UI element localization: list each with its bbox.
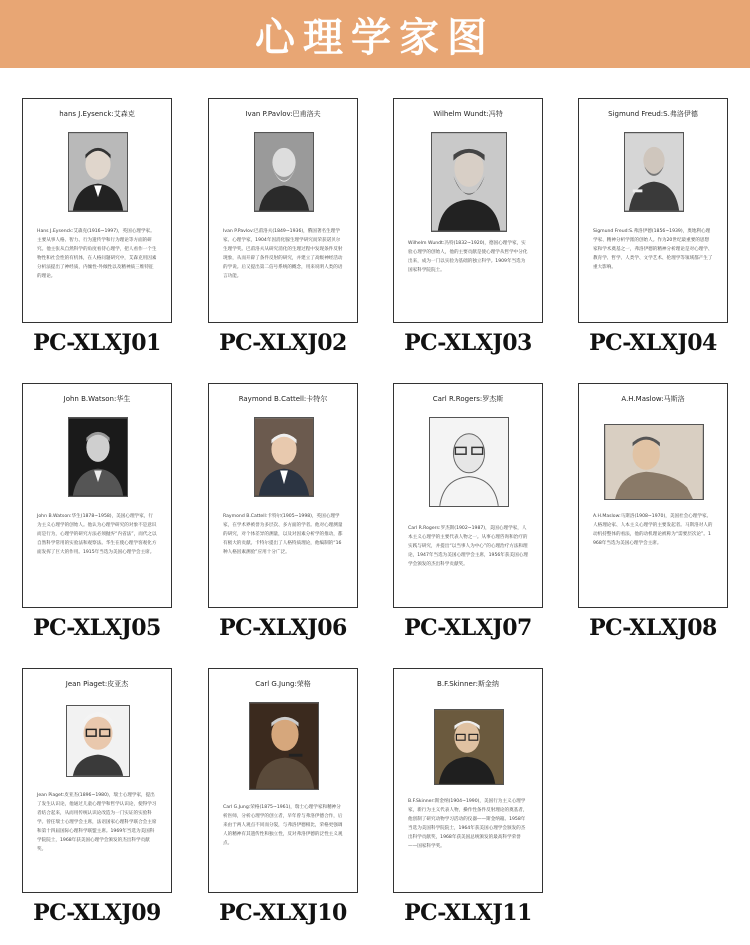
card-title: Jean Piaget:皮亚杰	[65, 680, 129, 688]
portrait-photo	[68, 417, 128, 497]
card-bio: John B.Watson:华生(1878~1958)，美国心理学家，行为主义心理学的创始人。他认为心理学研究的对象不是意识而是行为，心理学的研究方法必须抛弃“内省法”，而代之以自然科学常用的实验法和观察法。华生在使心理学客观化方面发挥了巨大的作用。1915年当选为美国心理学会主席。	[37, 514, 157, 555]
card-title: Wilhelm Wundt:冯特	[433, 110, 503, 118]
psychologist-card[interactable]	[208, 668, 358, 893]
card-title: hans J.Eysenck:艾森克	[59, 110, 135, 118]
portrait-photo	[624, 132, 684, 212]
card-title: Carl G.Jung:荣格	[255, 680, 311, 688]
card-title: Sigmund Freud:S.弗洛伊德	[608, 110, 698, 118]
card-bio: B.F.Skinner:斯金纳(1904~1990)，美国行为主义心理学家，新行为主义代表人物，操作性条件反射理论的奠基者，他创制了研究动物学习活动的仪器——斯金纳箱。1958年当选为美国科学院院士，1964年获美国心理学会颁发的杰出科学贡献奖，1968年获美国总统颁发的最高科学荣誉——国家科学奖。	[408, 799, 528, 849]
card-bio: Ivan P.Pavlov:巴甫洛夫(1849~1936)，俄国著名生理学家、心理学家，1904年因消化腺生理学研究而荣获诺贝尔生理学奖。巴甫洛夫从研究消化的生理过程中发现条件反射现象，从而开辟了条件反射的研究，并建立了高级神经活动的学说。后又提出第二信号系统的概念，用来说明人类的语言功能。	[223, 229, 343, 279]
card-title: Raymond B.Cattell:卡特尔	[238, 395, 328, 403]
psychologist-card[interactable]	[208, 383, 358, 608]
psychologist-card[interactable]	[578, 98, 728, 323]
card-title: Ivan P.Pavlov:巴甫洛夫	[245, 110, 321, 118]
card-bio: Hans J.Eysenck:艾森克(1916~1997)，英国心理学家。主要从事人格、智力、行为遗传学和行为理论等方面的研究。他主张从自然科学的角度看待心理学，把人看作一个生物性和社会性的有机体，在人格问题研究中，艾森克用因素分析法提出了神经质，内倾性-外倾性以及精神质三维特征的理论。	[37, 229, 157, 279]
product-code: PC-XLXJ10	[219, 900, 347, 926]
psychologist-card[interactable]	[393, 98, 543, 323]
portrait-photo	[249, 702, 319, 790]
banner-title: 心理学家图	[255, 14, 495, 61]
card-bio: Wilhelm Wundt:冯特(1832~1920)，德国心理学家，实验心理学的创始人，他的主要贡献是使心理学从哲学中分化出来，成为一门以实验为基础的独立科学。1909年当选为国家科学院院士。	[408, 241, 528, 273]
psychologist-card[interactable]	[208, 98, 358, 323]
psychologist-card[interactable]	[22, 383, 172, 608]
portrait-photo	[604, 424, 704, 500]
psychologist-card[interactable]	[22, 98, 172, 323]
product-code: PC-XLXJ02	[219, 330, 347, 356]
card-bio: Carl R.Rogers:罗杰斯(1902~1987)，美国心理学家，人本主义心理学的主要代表人物之一。从事心理咨询和治疗的实践与研究，并提出“以当事人为中心”的心理治疗方法和理论，1947年当选为美国心理学会主席，1956年获美国心理学会颁发的杰出科学贡献奖。	[408, 526, 528, 567]
card-bio: Raymond B.Cattell:卡特尔(1905~1998)，英国心理学家，在学术界被誉为多层次、多方面的学者。他对心理测量的研究，对个体差异的测量，以及对因素分析学的推动，都有极大的贡献。卡特尔提出了人格特质理论，他编制的“16种人格因素测验”应用十分广泛。	[223, 514, 343, 555]
product-code: PC-XLXJ07	[404, 615, 532, 641]
product-code: PC-XLXJ04	[589, 330, 717, 356]
card-bio: Carl G.Jung:荣格(1875~1961)，瑞士心理学家和精神分析医师，分析心理学的创立者，早年曾与弗洛伊德合作，后来由于两人观点不同而分裂，与弗洛伊德相比，荣格更强调人的精神有其遗传性和独立性，反对弗洛伊德的泛性主义观点。	[223, 805, 343, 846]
product-code: PC-XLXJ01	[33, 330, 161, 356]
product-code: PC-XLXJ05	[33, 615, 161, 641]
psychologist-card[interactable]	[393, 383, 543, 608]
portrait-photo	[66, 705, 130, 777]
product-code: PC-XLXJ08	[589, 615, 717, 641]
portrait-photo	[431, 132, 507, 232]
product-code: PC-XLXJ03	[404, 330, 532, 356]
product-code: PC-XLXJ11	[404, 900, 532, 926]
portrait-photo	[429, 417, 509, 507]
psychologist-card[interactable]	[578, 383, 728, 608]
card-bio: Jean Piaget:皮亚杰(1896~1980)，瑞士心理学家，提出了发生认识论，他通过儿童心理学和哲学认识论，使得学习者结合起来，从而用传统认识论改造为一门实证的实验科学。曾任瑞士心理学会主席，法语国家心理科学联合会主席和第十四届国际心理科学联盟主席。1969年当选为美国科学院院士，1968年获美国心理学会颁发的杰出科学贡献奖。	[37, 793, 157, 852]
card-title: Carl R.Rogers:罗杰斯	[432, 395, 504, 403]
portrait-photo	[254, 132, 314, 212]
psychologist-card[interactable]	[22, 668, 172, 893]
card-bio: A.H.Maslow:马斯洛(1908~1970)，美国社会心理学家、人格理论家、人本主义心理学的主要发起者。马斯洛对人的动机持整体的看法，他的动机理论被称为“需要层次论”。1968年当选为美国心理学会主席。	[593, 514, 713, 546]
card-title: John B.Watson:华生	[63, 395, 131, 403]
portrait-photo	[254, 417, 314, 497]
product-code: PC-XLXJ06	[219, 615, 347, 641]
product-code: PC-XLXJ09	[33, 900, 161, 926]
card-title: B.F.Skinner:斯金纳	[437, 680, 499, 688]
portrait-photo	[434, 709, 504, 785]
card-bio: Sigmund Freud:S.弗洛伊德(1856~1939)，奥地利心理学家、精神分析学派的创始人。作为20世纪最重要的思想家和学术奠基之一，弗洛伊德的精神分析理论是对心理学、教育学、哲学、人类学、文学艺术、伦理学等领域都产生了重大影响。	[593, 229, 713, 270]
portrait-photo	[68, 132, 128, 212]
card-title: A.H.Maslow:马斯洛	[621, 395, 685, 403]
psychologist-card[interactable]	[393, 668, 543, 893]
